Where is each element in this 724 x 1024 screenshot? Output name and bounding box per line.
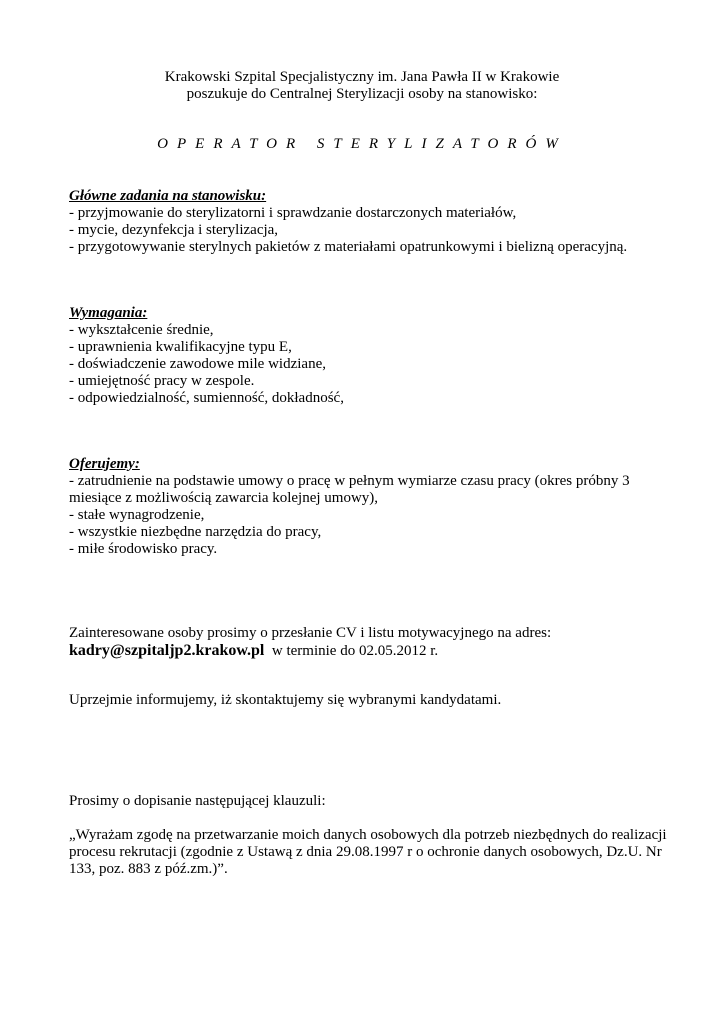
requirements-section bbox=[69, 305, 659, 407]
duties-heading: Główne zadania na stanowisku: bbox=[69, 188, 267, 204]
notice-section bbox=[69, 692, 659, 709]
clause-line: „Wyrażam zgodę na przetwarzanie moich danych osobowych dla potrzeb niezbędnych do realizacji bbox=[69, 827, 667, 843]
contact-address-line bbox=[69, 642, 659, 661]
clause-line: procesu rekrutacji (zgodnie z Ustawą z dnia 29.08.1997 r o ochronie danych osobowych, Dz.U. Nr bbox=[69, 844, 662, 860]
requirements-item: - wykształcenie średnie, bbox=[69, 322, 214, 338]
offer-item: - wszystkie niezbędne narzędzia do pracy, bbox=[69, 524, 322, 540]
requirements-item: - umiejętność pracy w zespole. bbox=[69, 373, 255, 389]
document-header bbox=[0, 69, 724, 103]
job-title: OPERATOR STERYLIZATORÓW bbox=[157, 136, 567, 152]
duties-section bbox=[69, 188, 659, 256]
contact-section bbox=[69, 625, 659, 661]
offer-heading: Oferujemy: bbox=[69, 456, 140, 472]
offer-item: - zatrudnienie na podstawie umowy o pracę w pełnym wymiarze czasu pracy (okres próbny 3 bbox=[69, 473, 630, 489]
clause-line: 133, poz. 883 z póź.zm.)”. bbox=[69, 861, 228, 877]
offer-section bbox=[69, 456, 659, 558]
clause-section bbox=[69, 793, 667, 878]
duties-item: - przyjmowanie do sterylizatorni i sprawdzanie dostarczonych materiałów, bbox=[69, 205, 517, 221]
requirements-item: - uprawnienia kwalifikacyjne typu E, bbox=[69, 339, 292, 355]
duties-item: - przygotowywanie sterylnych pakietów z materiałami opatrunkowymi i bielizną operacyjną. bbox=[69, 239, 628, 255]
clause-intro: Prosimy o dopisanie następującej klauzuli: bbox=[69, 793, 326, 809]
notice-text: Uprzejmie informujemy, iż skontaktujemy się wybranymi kandydatami. bbox=[69, 692, 502, 708]
offer-item: - miłe środowisko pracy. bbox=[69, 541, 218, 557]
duties-item: - mycie, dezynfekcja i sterylizacja, bbox=[69, 222, 279, 238]
requirements-heading: Wymagania: bbox=[69, 305, 148, 321]
header-line-1: Krakowski Szpital Specjalistyczny im. Jana Pawła II w Krakowie bbox=[164, 69, 560, 85]
offer-item: miesiące z możliwością zawarcia kolejnej umowy), bbox=[69, 490, 379, 506]
contact-intro: Zainteresowane osoby prosimy o przesłanie CV i listu motywacyjnego na adres: bbox=[69, 625, 552, 641]
requirements-item: - odpowiedzialność, sumienność, dokładność, bbox=[69, 390, 344, 406]
requirements-item: - doświadczenie zawodowe mile widziane, bbox=[69, 356, 326, 372]
clause-spacer bbox=[69, 810, 659, 827]
email-link[interactable]: kadry@szpitaljp2.krakow.pl bbox=[69, 642, 265, 659]
deadline-text: w terminie do 02.05.2012 r. bbox=[271, 643, 439, 659]
header-line-2: poszukuje do Centralnej Sterylizacji osoby na stanowisko: bbox=[186, 86, 538, 102]
offer-item: - stałe wynagrodzenie, bbox=[69, 507, 205, 523]
